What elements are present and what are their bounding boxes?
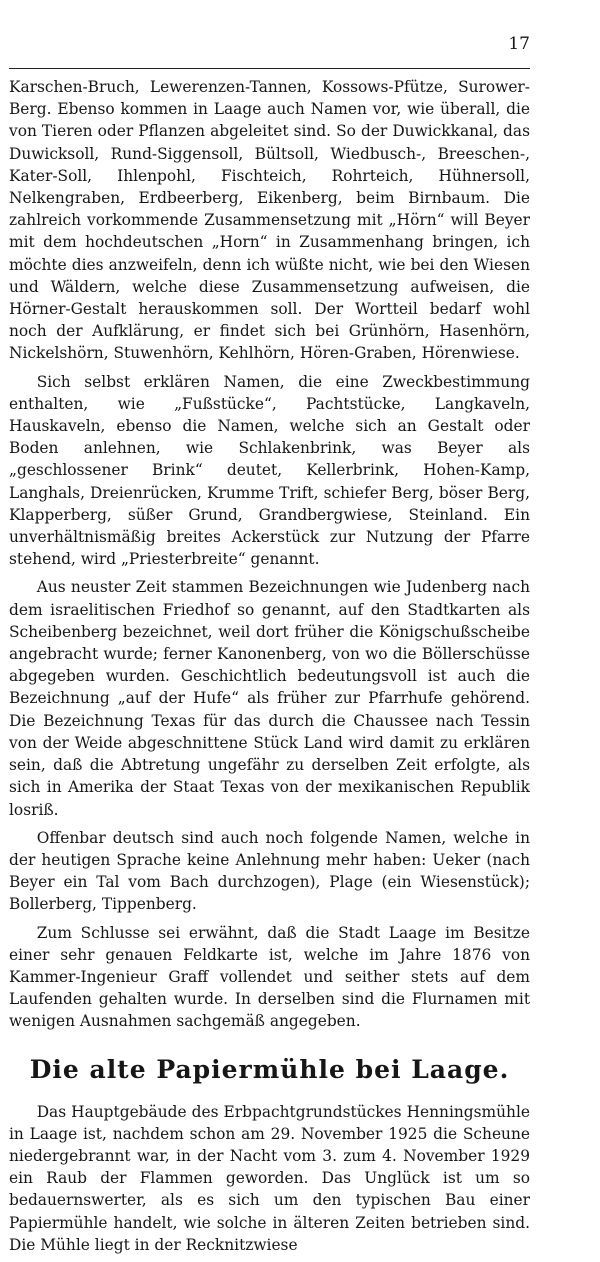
section-heading: Die alte Papiermühle bei Laage. <box>29 1054 510 1084</box>
paragraph-deutsche-namen: Offenbar deutsch sind auch noch folgende Namen, welche in der heutigen Sprache keine Anlehnung mehr haben: Ueker (nach Beyer ein Tal vom Bach durchzogen), Plage (ein Wiesenstück); Bollerberg, Tippenberg. <box>9 828 530 914</box>
page-number: 17 <box>508 34 530 54</box>
paragraph-flurnamen-tiere: Karschen-Bruch, Lewerenzen-Tannen, Kossows-Pfütze, Surower-Berg. Ebenso kommen in Laage auch Namen vor, wie überall, die von Tieren oder Pflanzen abgeleitet sind. So der Duwickkanal, das Duwicksoll, Rund-Siggensoll, Bültsoll, Wiedbusch-, Breeschen-, Kater-Soll, Ihlenpohl, Fischteich, Rohrteich, Hühnersoll, Nelkengraben, Erdbeerberg, Eikenberg, beim Birnbaum. Die zahlreich vorkommende Zusammensetzung mit „Hörn“ will Beyer mit dem hochdeutschen „Horn“ in Zusammenhang bringen, ich möchte dies anzweifeln, denn ich wüßte nicht, wie bei den Wiesen und Wäldern, welche diese Zusammensetzung aufweisen, die Hörner-Gestalt herauskommen soll. Der Wortteil bedarf wohl noch der Aufklärung, er findet sich bei Grünhörn, Hasenhörn, Nickelshörn, Stuwenhörn, Kehlhörn, Hören-Graben, Hörenwiese. <box>9 78 530 363</box>
paragraph-neuste-zeit: Aus neuster Zeit stammen Bezeichnungen wie Judenberg nach dem israelitischen Friedhof so genannt, auf den Stadtkarten als Scheibenberg bezeichnet, weil dort früher die Königschußscheibe angebracht wurde; ferner Kanonenberg, von wo die Böllerschüsse abgegeben wurden. Geschichtlich bedeutungsvoll ist auch die Bezeichnung „auf der Hufe“ als früher zur Pfarrhufe gehörend. Die Bezeichnung Texas für das durch die Chaussee nach Tessin von der Weide abgeschnittene Stück Land wird damit zu erklären sein, daß die Abtretung ungefähr zu derselben Zeit erfolgte, als sich in Amerika der Staat Texas von der mexikanischen Republik losriß. <box>9 578 530 819</box>
body-text <box>9 76 530 1262</box>
paragraph-zweckbestimmung: Sich selbst erklären Namen, die eine Zweckbestimmung enthalten, wie „Fußstücke“, Pachtstücke, Langkaveln, Hauskaveln, ebenso die Namen, welche sich an Gestalt oder Boden anlehnen, wie Schlakenbrink, was Beyer als „geschlossener Brink“ deutet, Kellerbrink, Hohen-Kamp, Langhals, Dreienrücken, Krumme Trift, schiefer Berg, böser Berg, Klapperberg, süßer Grund, Grandbergwiese, Steinland. Ein unverhältnismäßig breites Ackerstück zur Nutzung der Pfarre stehend, wird „Priesterbreite“ genannt. <box>9 372 530 569</box>
paragraph-papiermuehle: Das Hauptgebäude des Erbpachtgrundstückes Henningsmühle in Laage ist, nachdem schon am 29. November 1925 die Scheune niedergebrannt war, in der Nacht vom 3. zum 4. November 1929 ein Raub der Flammen geworden. Das Unglück ist um so bedauernswerter, als es sich um den typischen Bau einer Papiermühle handelt, wie solche in älteren Zeiten betrieben sind. Die Mühle liegt in der Recknitzwiese <box>9 1102 530 1254</box>
paragraph-feldkarte: Zum Schlusse sei erwähnt, daß die Stadt Laage im Besitze einer sehr genauen Feldkarte ist, welche im Jahre 1876 von Kammer-Ingenieur Graff vollendet und seither stets auf dem Laufenden gehalten wurde. In derselben sind die Flurnamen mit wenigen Ausnahmen sachgemäß angegeben. <box>9 923 530 1031</box>
header-rule <box>9 68 530 69</box>
